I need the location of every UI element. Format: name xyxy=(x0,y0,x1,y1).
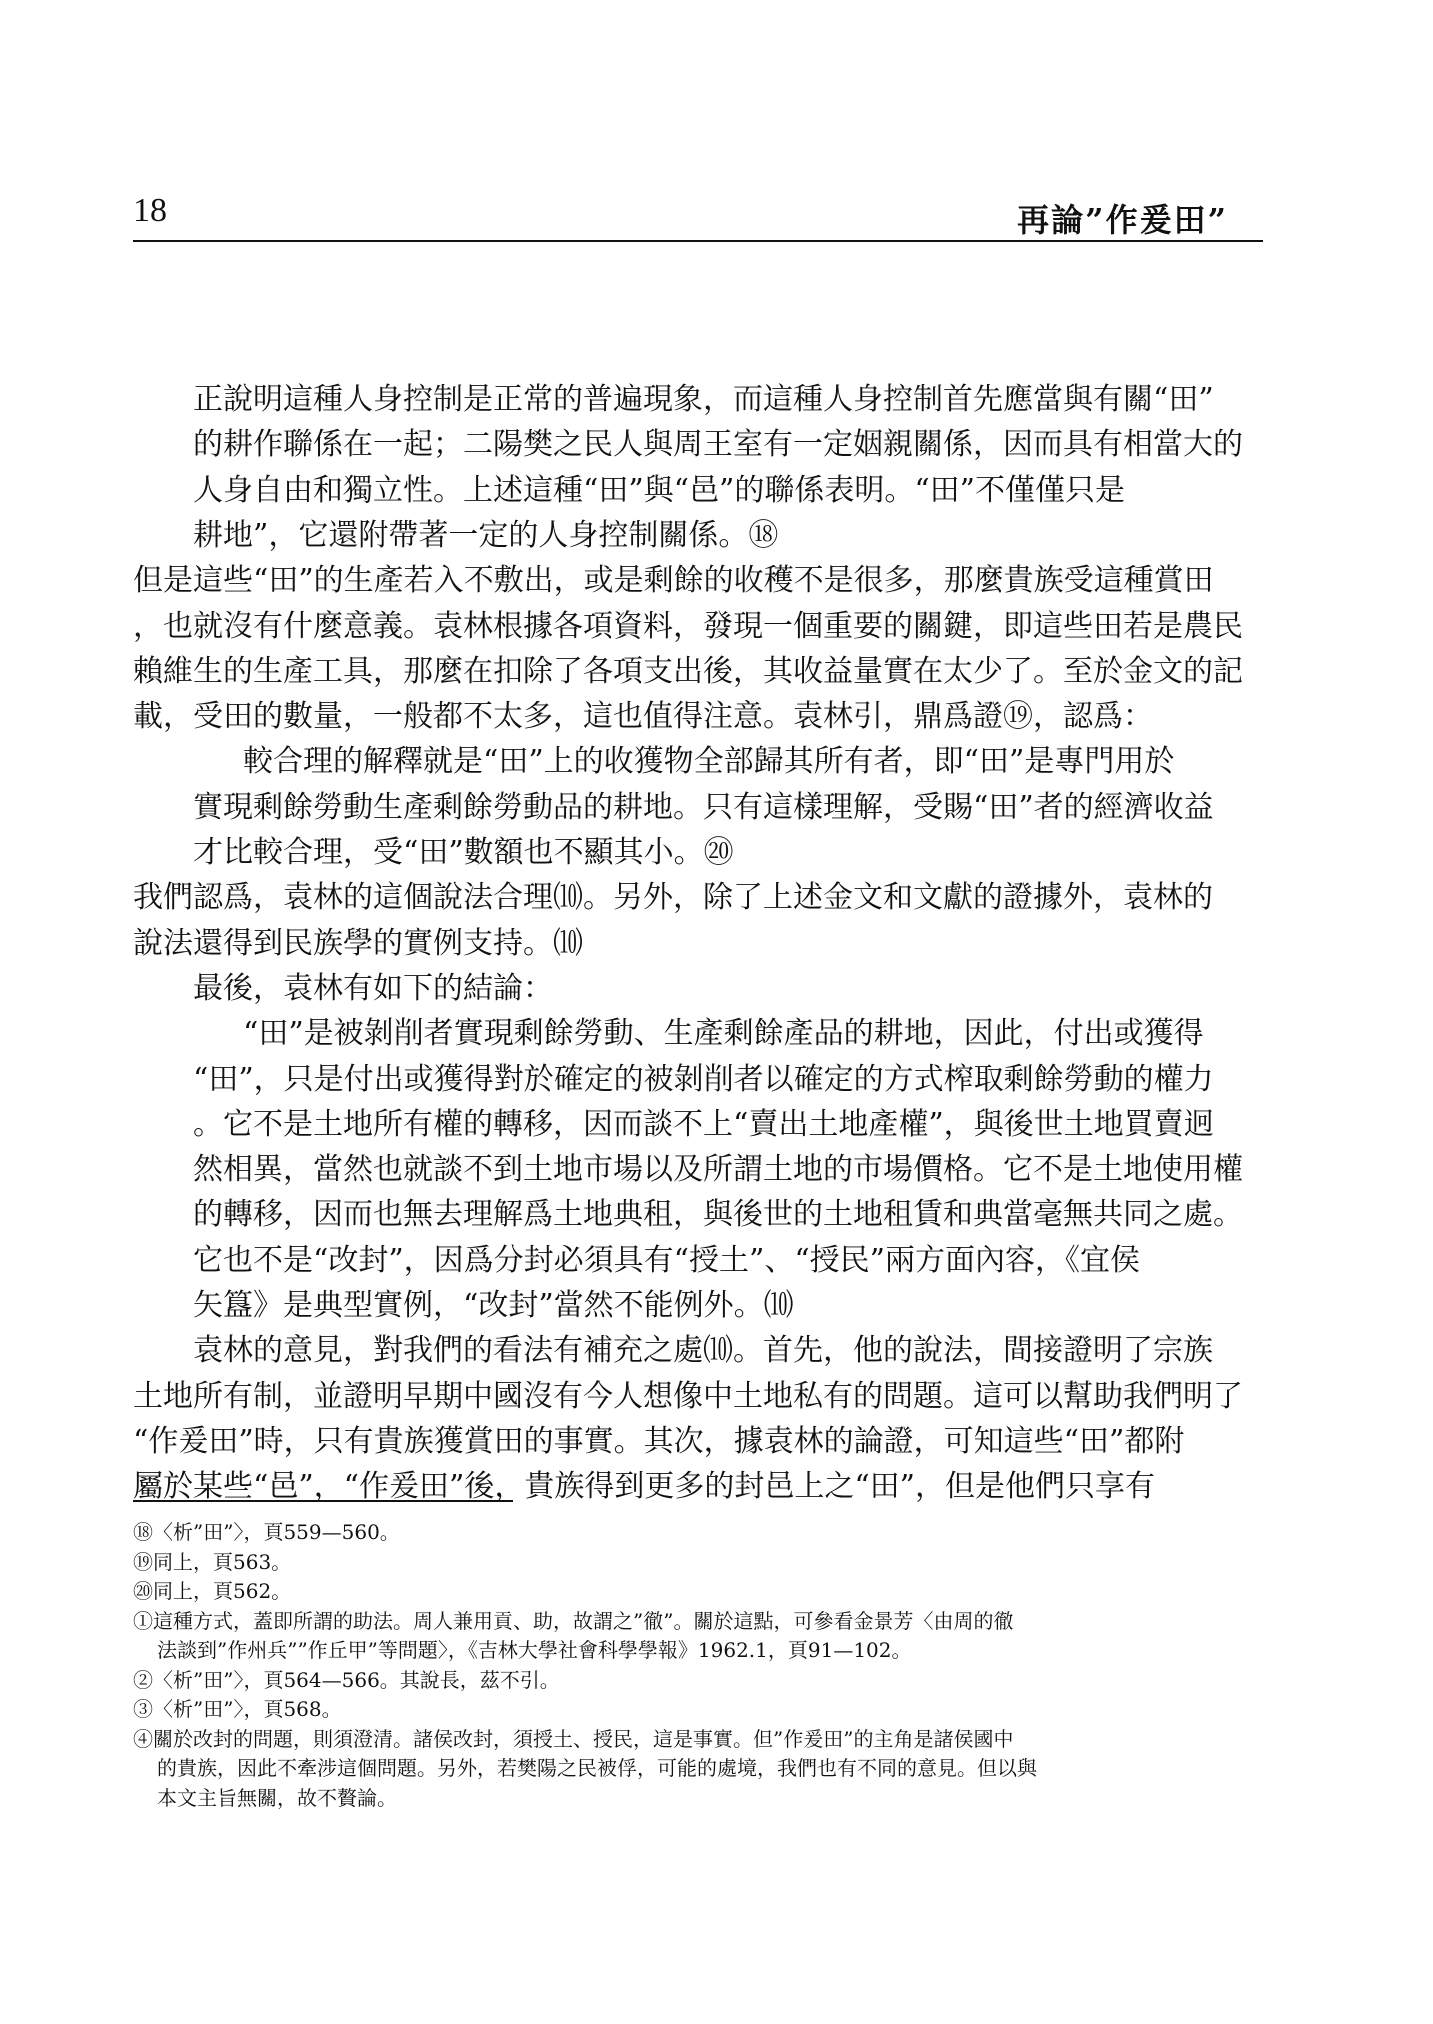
body-line: 正說明這種人身控制是正常的普遍現象，而這種人身控制首先應當與有關“田” xyxy=(193,382,1214,417)
footnote-line: ④關於改封的問題，則須澄清。諸侯改封，須授土、授民，這是事實。但”作爰田”的主角是諸侯國中 xyxy=(133,1726,1014,1751)
body-line: 最後，袁林有如下的結論： xyxy=(193,970,553,1006)
body-line: 屬於某些“邑”，“作爰田”後，貴族得到更多的封邑上之“田”，但是他們只享有 xyxy=(133,1469,1156,1505)
footnote-line: ⑲同上，頁563。 xyxy=(133,1549,292,1574)
body-line: 的轉移，因而也無去理解爲土地典租，與後世的土地租賃和典當毫無共同之處。 xyxy=(193,1197,1243,1233)
body-line: “田”是被剝削者實現剩餘勞動、生產剩餘產品的耕地，因此，付出或獲得 xyxy=(243,1016,1204,1052)
footnote-rule xyxy=(133,1500,513,1502)
body-line: “田”，只是付出或獲得對於確定的被剝削者以確定的方式榨取剩餘勞動的權力 xyxy=(193,1061,1214,1097)
footnote-line: 本文主旨無關，故不贅論。 xyxy=(157,1785,397,1810)
body-line: 它也不是“改封”，因爲分封必須具有“授土”、“授民”兩方面內容，《宜侯 xyxy=(193,1242,1141,1278)
body-line: 然相異，當然也就談不到土地市場以及所謂土地的市場價格。它不是土地使用權 xyxy=(193,1152,1243,1188)
body-line: 實現剩餘勞動生產剩餘勞動品的耕地。只有這樣理解，受賜“田”者的經濟收益 xyxy=(193,789,1214,825)
footnote-line: ②〈析”田”〉，頁564—566。其說長，茲不引。 xyxy=(133,1667,560,1692)
body-line: 袁林的意見，對我們的看法有補充之處⑽。首先，他的說法，間接證明了宗族 xyxy=(193,1333,1213,1369)
body-line: 矢簋》是典型實例，“改封”當然不能例外。⑽ xyxy=(193,1288,794,1323)
body-line: ，也就沒有什麼意義。袁林根據各項資料，發現一個重要的關鍵，即這些田若是農民 xyxy=(133,608,1243,644)
body-line: 。它不是土地所有權的轉移，因而談不上“賣出土地產權”，與後世土地買賣迥 xyxy=(193,1106,1214,1142)
footnote-line: ③〈析”田”〉，頁568。 xyxy=(133,1697,342,1721)
body-line: 耕地”，它還附帶著一定的人身控制關係。⑱ xyxy=(193,517,779,553)
body-line: 較合理的解釋就是“田”上的收獲物全部歸其所有者，即“田”是專門用於 xyxy=(243,744,1175,780)
body-line: 載，受田的數量，一般都不太多，這也值得注意。袁林引，鼎爲證⑲，認爲： xyxy=(133,699,1153,735)
page-number: 18 xyxy=(133,192,167,229)
body-line: 人身自由和獨立性。上述這種“田”與“邑”的聯係表明。“田”不僅僅只是 xyxy=(193,472,1126,508)
body-line: 才比較合理，受“田”數額也不顯其小。⑳ xyxy=(193,835,734,870)
body-line: 說法還得到民族學的實例支持。⑽ xyxy=(133,925,583,961)
footnote-line: 法談到”作州兵””作丘甲”等問題〉，《吉林大學社會科學學報》1962.1，頁91—102。 xyxy=(157,1638,912,1662)
body-line: 我們認爲，袁林的這個說法合理⑽。另外，除了上述金文和文獻的證據外，袁林的 xyxy=(133,880,1213,916)
body-line: 賴維生的生產工具，那麼在扣除了各項支出後，其收益量實在太少了。至於金文的記 xyxy=(133,653,1243,689)
running-title: 再論”作爰田” xyxy=(1017,201,1228,239)
footnote-line: ⑱〈析”田”〉，頁559—560。 xyxy=(133,1520,400,1544)
footnote-line: ①這種方式，蓋即所謂的助法。周人兼用貢、助，故謂之”徹”。關於這點，可參看金景芳〈由周的徹 xyxy=(133,1608,1014,1633)
body-line: “作爰田”時，只有貴族獲賞田的事實。其次，據袁林的論證，可知這些“田”都附 xyxy=(133,1423,1185,1459)
body-line: 土地所有制，並證明早期中國沒有今人想像中土地私有的問題。這可以幫助我們明了 xyxy=(133,1378,1243,1414)
footnote-line: 的貴族，因此不牽涉這個問題。另外，若樊陽之民被俘，可能的處境，我們也有不同的意見。但以與 xyxy=(157,1756,1037,1780)
body-line: 但是這些“田”的生產若入不敷出，或是剩餘的收穫不是很多，那麼貴族受這種賞田 xyxy=(133,563,1214,599)
body-line: 的耕作聯係在一起；二陽樊之民人與周王室有一定姻親關係，因而具有相當大的 xyxy=(193,427,1243,463)
footnote-line: ⑳同上，頁562。 xyxy=(133,1579,292,1603)
header-rule xyxy=(133,240,1263,242)
